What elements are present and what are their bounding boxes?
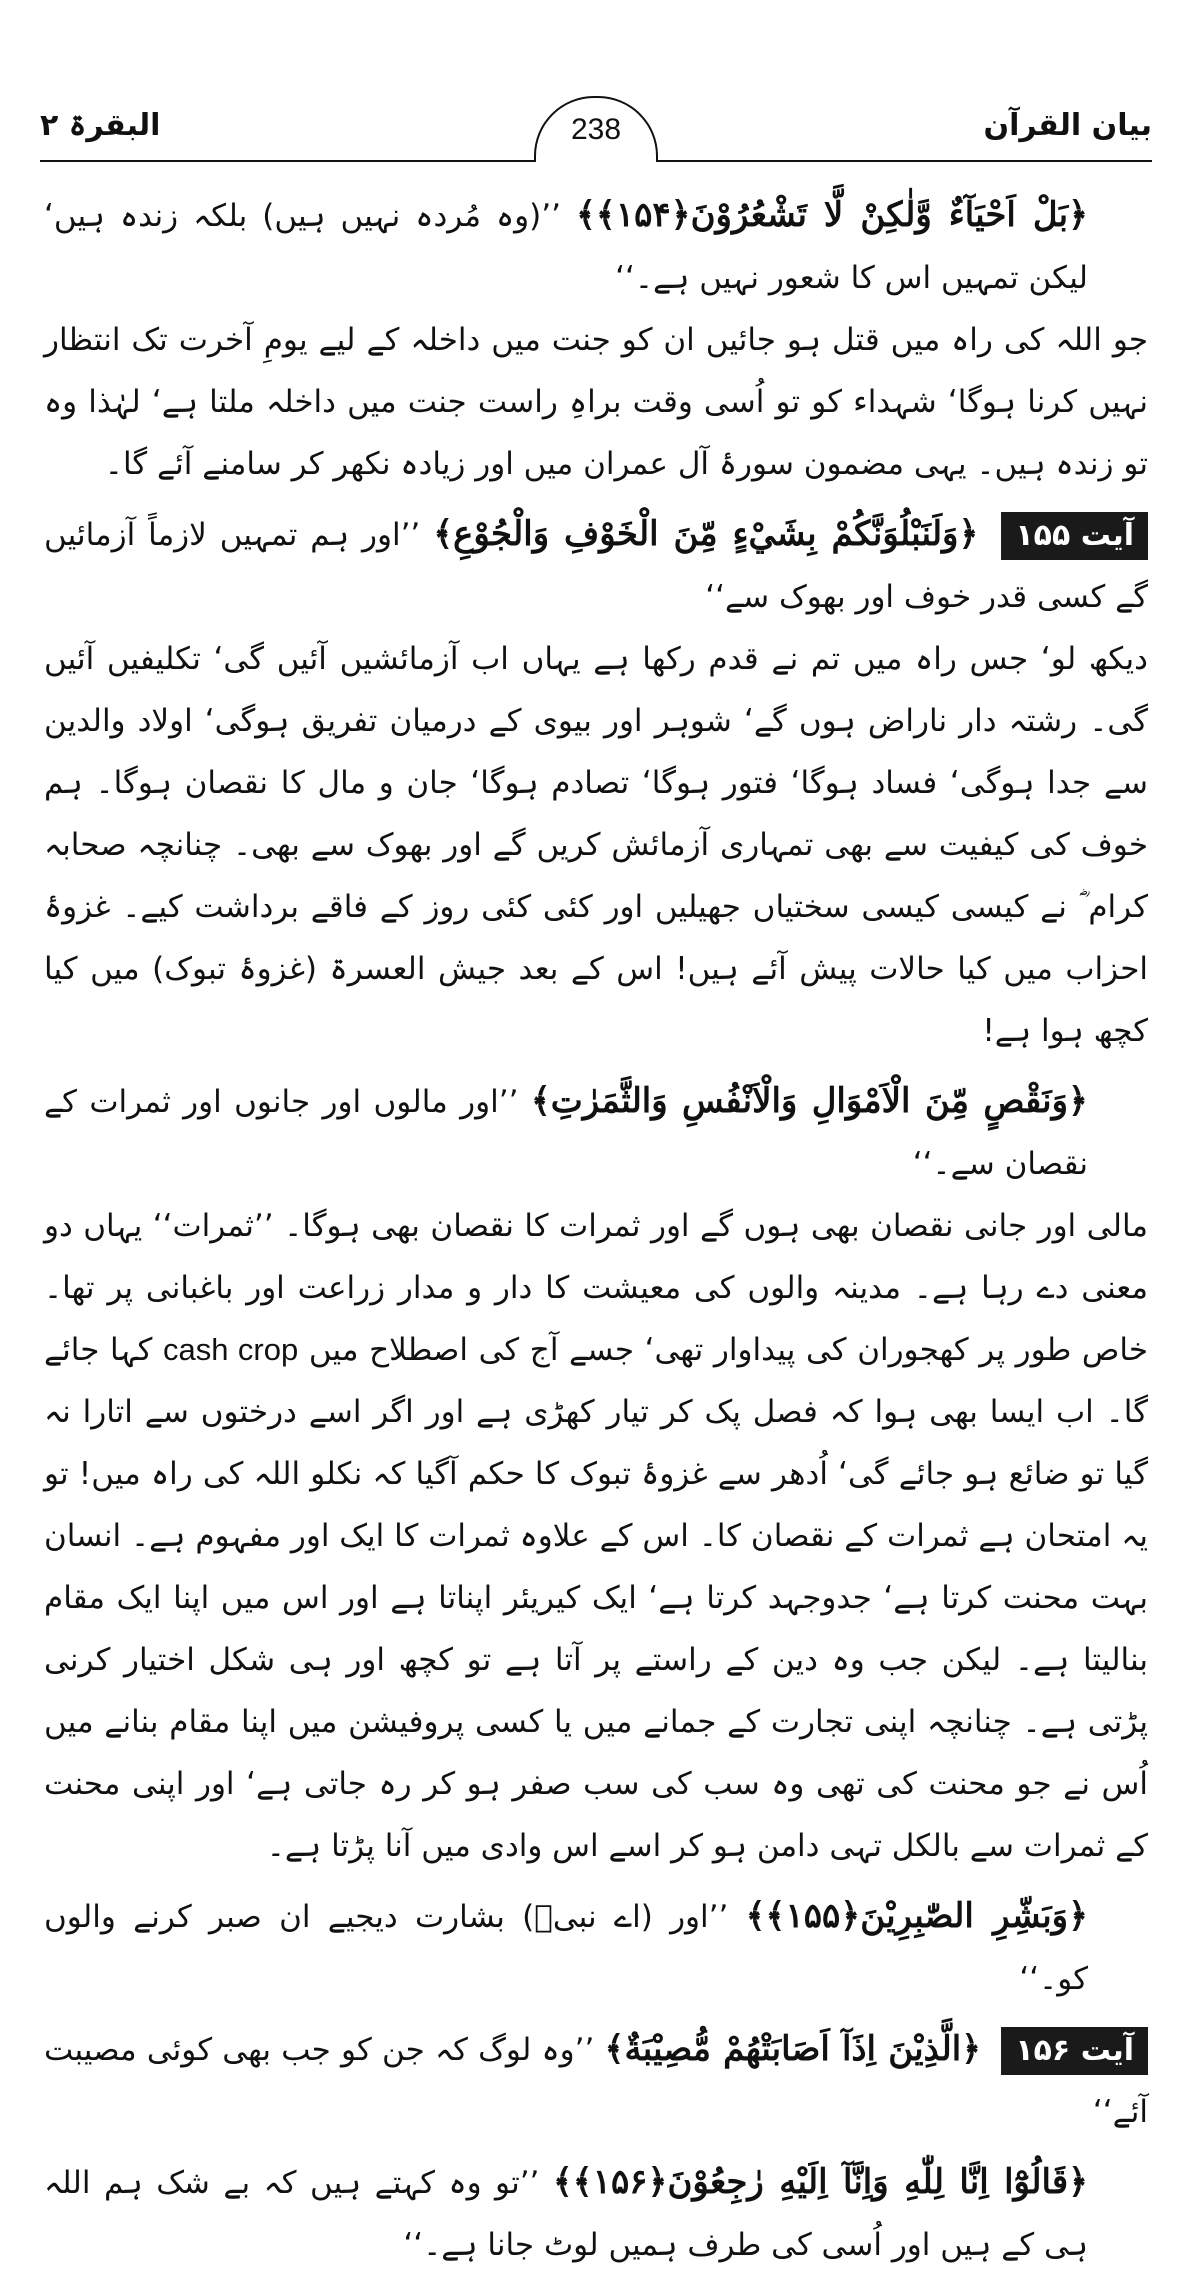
arabic-verse: ﴿الَّذِيْنَ اِذَآ اَصَابَتْهُمْ مُّصِيْبَةٌ﴾ [604, 2029, 982, 2069]
verse-156-continued [44, 2151, 1148, 2276]
page-number: 238 [534, 96, 658, 162]
paragraph-text: کہا جائے گا۔ اب ایسا بھی ہوا کہ فصل پک کر تیار کھڑی ہے اور اگر اسے درختوں سے اتارا نہ گیا تو ضائع ہو جائے گی‘ اُدھر سے غزوۂ تبوک کا حکم آگیا کہ نکلو اللہ کی راہ میں! تو یہ امتحان ہے ثمرات کے نقصان کا۔ اس کے علاوہ ثمرات کا ایک اور مفہوم ہے۔ انسان بہت محنت کرتا ہے‘ جدوجہد کرتا ہے‘ ایک کیریئر اپناتا ہے اور اس میں اپنا ایک مقام بنالیتا ہے۔ لیکن جب وہ دین کے راستے پر آتا ہے تو کچھ اور ہی شکل اختیار کرنی پڑتی ہے۔ چنانچہ اپنی تجارت کے جمانے میں یا کسی پروفیشن میں اپنا مقام بنانے میں اُس نے جو محنت کی تھی وہ سب کی سب صفر ہو کر رہ جاتی ہے‘ اور اپنی محنت کے ثمرات سے بالکل تہی دامن ہو کر اسے اس وادی میں آنا پڑتا ہے۔ [44, 1332, 1148, 1864]
arabic-verse: ﴿وَلَنَبْلُوَنَّكُمْ بِشَيْءٍ مِّنَ الْخَوْفِ وَالْجُوْعِ﴾ [433, 514, 979, 554]
verse-155-end [44, 1885, 1148, 2010]
paragraph-text: مالی اور جانی نقصان بھی ہوں گے اور ثمرات کا نقصان بھی ہوگا۔ ’’ثمرات‘‘ یہاں دو معنی دے رہا ہے۔ مدینہ والوں کی معیشت کا دار و مدار زراعت اور باغبانی پر تھا۔ خاص طور پر کھجوران کی پیداوار تھی‘ جسے آج کی اصطلاح میں [44, 1208, 1148, 1368]
arabic-verse: ﴿بَلْ اَحْيَآءٌ وَّلٰكِنْ لَّا تَشْعُرُوْنَ﴿۱۵۴﴾﴾ [576, 195, 1089, 235]
commentary-paragraph: دیکھ لو‘ جس راہ میں تم نے قدم رکھا ہے یہاں اب آزمائشیں آئیں گی‘ تکلیفیں آئیں گی۔ رشتہ دار ناراض ہوں گے‘ شوہر اور بیوی کے درمیان تفریق ہوگی‘ اولاد والدین سے جدا ہوگی‘ فساد ہوگا‘ فتور ہوگا‘ تصادم ہوگا‘ جان و مال کا نقصان ہوگا۔ ہم خوف کی کیفیت سے بھی تمہاری آزمائش کریں گے اور بھوک سے بھی۔ چنانچہ صحابہ کرام ؓ نے کیسی کیسی سختیاں جھیلیں اور کئی کئی روز کے فاقے برداشت کیے۔ غزوۂ احزاب میں کیا حالات پیش آئے ہیں! اس کے بعد جیش العسرۃ (غزوۂ تبوک) میں کیا کچھ ہوا ہے! [44, 641, 1148, 1049]
verse-154 [44, 184, 1148, 309]
english-term: cash crop [163, 1332, 299, 1367]
verse-155-continued [44, 1070, 1148, 1195]
verse-translation: ’’اور (اے نبیؐ) بشارت دیجیے ان صبر کرنے والوں کو۔‘‘ [44, 1899, 1088, 1997]
arabic-verse: ﴿قَالُوْٓا اِنَّا لِلّٰهِ وَاِنَّآ اِلَيْهِ رٰجِعُوْنَ﴿۱۵۶﴾﴾ [552, 2162, 1088, 2202]
verse-translation: ’’اور ہم تمہیں لازماً آزمائیں گے کسی قدر خوف اور بھوک سے‘‘ [44, 517, 1148, 615]
surah-title: البقرۃ ۲ [40, 108, 161, 143]
ayah-number-tag: آیت ۱۵۶ [1001, 2027, 1148, 2075]
verse-translation: ’’وہ لوگ کہ جن کو جب بھی کوئی مصیبت آئے‘‘ [44, 2032, 1148, 2130]
verse-155 [44, 503, 1148, 628]
verse-translation: ’’اور مالوں اور جانوں اور ثمرات کے نقصان سے۔‘‘ [44, 1084, 1088, 1182]
book-title: بیان القرآن [983, 108, 1152, 143]
commentary-paragraph [44, 1195, 1148, 1877]
verse-translation: ’’تو وہ کہتے ہیں کہ بے شک ہم اللہ ہی کے ہیں اور اُسی کی طرف ہمیں لوٹ جانا ہے۔‘‘ [44, 2165, 1088, 2263]
arabic-verse: ﴿وَنَقْصٍ مِّنَ الْاَمْوَالِ وَالْاَنْفُسِ وَالثَّمَرٰتِ﴾ [530, 1081, 1088, 1121]
commentary-paragraph: جو اللہ کی راہ میں قتل ہو جائیں ان کو جنت میں داخلہ کے لیے یومِ آخرت تک انتظار نہیں کرنا ہوگا‘ شہداء کو تو اُسی وقت براہِ راست جنت میں داخلہ ملتا ہے‘ لہٰذا وہ تو زندہ ہیں۔ یہی مضمون سورۂ آل عمران میں اور زیادہ نکھر کر سامنے آئے گا۔ [44, 322, 1148, 482]
ayah-number-tag: آیت ۱۵۵ [1001, 512, 1148, 560]
page-header [40, 96, 1152, 162]
verse-translation: ’’(وہ مُردہ نہیں ہیں) بلکہ زندہ ہیں‘ لیکن تمہیں اس کا شعور نہیں ہے۔‘‘ [44, 198, 1088, 296]
verse-156 [44, 2018, 1148, 2143]
arabic-verse: ﴿وَبَشِّرِ الصّٰبِرِيْنَ﴿۱۵۵﴾﴾ [745, 1896, 1088, 1936]
page-body [44, 176, 1148, 2276]
